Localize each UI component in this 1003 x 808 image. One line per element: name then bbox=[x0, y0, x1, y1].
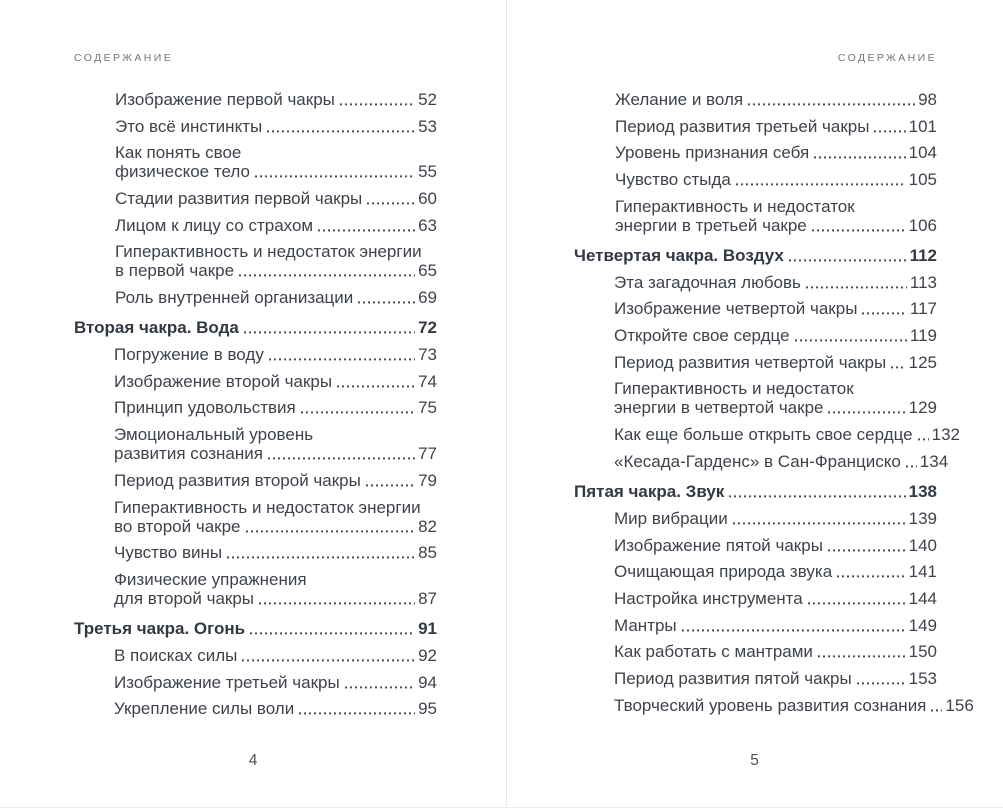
toc-entry-title: Пятая чакра. Звук bbox=[574, 482, 725, 502]
toc-entry-line: Гиперактивность и недостаток энергии bbox=[115, 242, 422, 262]
toc-entry-row bbox=[114, 471, 437, 490]
dot-leader bbox=[357, 301, 415, 304]
toc-entry-title: Роль внутренней организации bbox=[115, 288, 354, 308]
toc-entry bbox=[114, 646, 437, 665]
toc-entry-page: 74 bbox=[418, 371, 437, 391]
toc-entry-page: 82 bbox=[418, 516, 437, 536]
toc-entry-row bbox=[115, 216, 437, 235]
toc-entry-title: Как еще больше открыть свое сердце bbox=[614, 425, 913, 445]
toc-entry-title: Очищающая природа звука bbox=[614, 562, 833, 582]
toc-entry-page: 53 bbox=[418, 116, 437, 136]
toc-entry-row bbox=[614, 669, 937, 688]
toc-entry bbox=[114, 471, 437, 490]
dot-leader bbox=[905, 465, 917, 468]
toc-entry-title: Изображение пятой чакры bbox=[614, 535, 823, 555]
dot-leader bbox=[805, 286, 907, 289]
toc-entry bbox=[114, 699, 437, 718]
toc-entry-page: 95 bbox=[418, 699, 437, 719]
toc-entry-row bbox=[614, 562, 937, 581]
dot-leader bbox=[735, 183, 906, 186]
toc-entry-page: 85 bbox=[418, 543, 437, 563]
toc-entry bbox=[614, 669, 937, 688]
toc-entry-page: 138 bbox=[908, 482, 937, 502]
toc-section-row bbox=[74, 318, 437, 337]
toc-entry-title: Эта загадочная любовь bbox=[614, 272, 801, 292]
dot-leader bbox=[300, 411, 415, 414]
toc-entry-page: 125 bbox=[908, 352, 937, 372]
toc-entry bbox=[615, 197, 937, 235]
dot-leader bbox=[917, 438, 929, 441]
toc-entry bbox=[614, 562, 937, 581]
toc-entry-title: Мантры bbox=[614, 615, 677, 635]
toc-entry-row bbox=[614, 642, 937, 661]
toc-entry-row bbox=[574, 246, 937, 265]
toc-entry-row bbox=[614, 398, 937, 417]
toc-entry bbox=[115, 242, 437, 280]
dot-leader bbox=[339, 103, 415, 106]
toc-entry-title: Стадии развития первой чакры bbox=[115, 189, 363, 209]
dot-leader bbox=[268, 358, 415, 361]
toc-sublist bbox=[614, 508, 974, 715]
toc-sublist bbox=[115, 90, 437, 307]
toc-entry-row bbox=[614, 451, 949, 471]
toc-entry-page: 55 bbox=[418, 162, 437, 182]
toc-entry-page: 91 bbox=[418, 619, 437, 639]
dot-leader bbox=[317, 229, 415, 232]
dot-leader bbox=[344, 686, 415, 689]
toc-entry bbox=[114, 543, 437, 562]
toc-entry-title: Чувство вины bbox=[114, 543, 223, 563]
toc-entry-row bbox=[114, 646, 437, 665]
toc-entry-page: 60 bbox=[418, 189, 437, 209]
toc-entry-row bbox=[614, 695, 974, 715]
toc-list-left bbox=[74, 90, 437, 718]
toc-sublist bbox=[614, 272, 960, 471]
toc-entry-line: Эмоциональный уровень bbox=[114, 425, 314, 445]
toc-entry-row bbox=[114, 699, 437, 718]
toc-block bbox=[574, 90, 937, 235]
toc-entry-page: 132 bbox=[931, 425, 960, 445]
toc-block bbox=[574, 482, 974, 715]
toc-entry-title: Период развития третьей чакры bbox=[615, 116, 870, 136]
toc-entry-page: 72 bbox=[418, 318, 437, 338]
toc-entry-page: 79 bbox=[418, 470, 437, 490]
toc-entry-row bbox=[114, 673, 437, 692]
toc-entry-line: Гиперактивность и недостаток энергии bbox=[114, 497, 421, 517]
toc-entry-row bbox=[614, 425, 960, 445]
toc-entry-page: 113 bbox=[909, 272, 937, 292]
toc-entry bbox=[115, 117, 437, 136]
toc-entry-row bbox=[614, 536, 937, 555]
dot-leader bbox=[266, 130, 415, 133]
dot-leader bbox=[681, 629, 906, 632]
toc-entry-page: 92 bbox=[418, 645, 437, 665]
dot-leader bbox=[267, 457, 415, 460]
toc-entry-row bbox=[115, 117, 437, 136]
toc-entry-title: Период развития пятой чакры bbox=[614, 668, 852, 688]
toc-entry-row bbox=[615, 143, 937, 162]
toc-entry bbox=[614, 589, 937, 608]
dot-leader bbox=[254, 175, 415, 178]
toc-entry-title: Чувство стыда bbox=[615, 170, 731, 190]
toc-entry bbox=[115, 216, 437, 235]
toc-entry-title: Изображение первой чакры bbox=[115, 90, 335, 109]
running-head-left: СОДЕРЖАНИЕ bbox=[74, 52, 174, 64]
dot-leader bbox=[366, 202, 415, 205]
dot-leader bbox=[813, 156, 905, 159]
toc-entry-row bbox=[115, 162, 437, 181]
toc-entry-row bbox=[114, 517, 437, 536]
toc-entry-page: 134 bbox=[919, 451, 949, 471]
dot-leader bbox=[827, 549, 906, 552]
toc-entry-title: для второй чакры bbox=[114, 588, 255, 608]
toc-entry-title: Лицом к лицу со страхом bbox=[115, 215, 314, 235]
toc-entry-title: В поисках силы bbox=[114, 645, 238, 665]
toc-entry-page: 101 bbox=[908, 116, 937, 136]
dot-leader bbox=[856, 682, 906, 685]
toc-entry-page: 141 bbox=[908, 562, 937, 582]
toc-entry-row bbox=[615, 117, 937, 136]
dot-leader bbox=[241, 659, 415, 662]
toc-entry-page: 69 bbox=[418, 288, 437, 308]
toc-entry bbox=[114, 673, 437, 692]
dot-leader bbox=[794, 339, 907, 342]
toc-entry-page: 153 bbox=[908, 668, 937, 688]
toc-entry bbox=[615, 90, 937, 109]
toc-entry-row bbox=[114, 589, 437, 608]
toc-entry-row bbox=[114, 345, 437, 364]
toc-entry bbox=[614, 425, 960, 445]
toc-entry-page: 117 bbox=[909, 299, 937, 319]
dot-leader bbox=[861, 312, 906, 315]
toc-entry bbox=[115, 143, 437, 181]
toc-entry-row bbox=[574, 482, 937, 501]
toc-entry-row bbox=[115, 90, 437, 109]
toc-entry-row bbox=[74, 619, 437, 638]
toc-entry-page: 149 bbox=[908, 615, 937, 635]
toc-entry-title: Изображение третьей чакры bbox=[114, 672, 340, 692]
page-number-right: 5 bbox=[750, 752, 759, 769]
dot-leader bbox=[836, 575, 905, 578]
dot-leader bbox=[365, 484, 415, 487]
toc-entry bbox=[614, 326, 937, 345]
toc-entry-page: 105 bbox=[908, 170, 937, 190]
toc-entry-row bbox=[115, 288, 437, 307]
toc-entry bbox=[114, 345, 437, 364]
toc-entry bbox=[614, 299, 937, 318]
toc-entry bbox=[614, 451, 949, 471]
toc-entry-row bbox=[74, 318, 437, 337]
toc-entry-page: 156 bbox=[945, 695, 974, 715]
toc-sublist bbox=[114, 345, 437, 608]
toc-list-right bbox=[574, 90, 974, 715]
toc-entry-title: Принцип удовольствия bbox=[114, 398, 296, 418]
toc-entry-title: развития сознания bbox=[114, 444, 263, 464]
dot-leader bbox=[249, 632, 415, 635]
toc-entry-title: Как работать с мантрами bbox=[614, 642, 813, 662]
toc-entry-page: 144 bbox=[908, 588, 937, 608]
toc-entry bbox=[114, 498, 437, 536]
dot-leader bbox=[930, 709, 942, 712]
toc-entry-title: Творческий уровень развития сознания bbox=[614, 695, 927, 715]
toc-entry-page: 140 bbox=[908, 535, 937, 555]
toc-entry-row bbox=[614, 353, 937, 372]
toc-entry-title: «Кесада-Гарденс» в Сан-Франциско bbox=[614, 451, 901, 471]
dot-leader bbox=[807, 602, 906, 605]
toc-entry-row bbox=[614, 273, 937, 292]
dot-leader bbox=[827, 411, 905, 414]
toc-entry-title: Укрепление силы воли bbox=[114, 699, 295, 719]
toc-entry-title: Период развития четвертой чакры bbox=[614, 352, 887, 372]
toc-block bbox=[574, 246, 960, 471]
toc-entry-row bbox=[614, 616, 937, 635]
toc-entry-page: 139 bbox=[908, 508, 937, 528]
toc-entry-title: Желание и воля bbox=[615, 90, 744, 109]
toc-entry bbox=[615, 170, 937, 189]
toc-entry-page: 104 bbox=[908, 143, 937, 163]
page-number-left: 4 bbox=[248, 752, 258, 769]
toc-entry-title: в первой чакре bbox=[115, 261, 235, 281]
toc-entry-page: 52 bbox=[418, 90, 437, 109]
toc-page-right bbox=[506, 0, 1003, 808]
toc-entry bbox=[615, 117, 937, 136]
toc-entry-title: энергии в четвертой чакре bbox=[614, 398, 824, 418]
toc-entry-page: 106 bbox=[908, 215, 937, 235]
toc-entry-row bbox=[615, 170, 937, 189]
toc-block bbox=[74, 90, 437, 307]
toc-entry-title: Четвертая чакра. Воздух bbox=[574, 246, 784, 266]
toc-entry bbox=[114, 570, 437, 608]
toc-block bbox=[74, 619, 437, 718]
toc-entry-row bbox=[115, 261, 437, 280]
toc-entry-row bbox=[114, 444, 437, 463]
toc-entry-title: Погружение в воду bbox=[114, 345, 264, 365]
toc-sublist bbox=[114, 646, 437, 718]
toc-entry bbox=[115, 288, 437, 307]
dot-leader bbox=[298, 712, 415, 715]
toc-entry-title: Третья чакра. Огонь bbox=[74, 619, 246, 639]
toc-entry-page: 112 bbox=[909, 246, 937, 266]
toc-entry bbox=[115, 90, 437, 109]
toc-entry-title: Уровень признания себя bbox=[615, 143, 810, 163]
toc-entry-row bbox=[615, 90, 937, 109]
dot-leader bbox=[245, 530, 416, 533]
toc-entry bbox=[114, 372, 437, 391]
toc-entry-line: Физические упражнения bbox=[114, 569, 307, 589]
toc-entry-page: 98 bbox=[918, 90, 937, 109]
toc-entry-title: Мир вибрации bbox=[614, 508, 728, 528]
toc-entry-row bbox=[615, 216, 937, 235]
toc-entry bbox=[614, 642, 937, 661]
toc-entry bbox=[114, 398, 437, 417]
toc-entry-page: 94 bbox=[418, 672, 437, 692]
dot-leader bbox=[732, 522, 906, 525]
dot-leader bbox=[873, 130, 905, 133]
dot-leader bbox=[336, 385, 415, 388]
toc-entry-page: 75 bbox=[418, 398, 437, 418]
toc-entry-row bbox=[114, 372, 437, 391]
toc-sublist bbox=[615, 90, 937, 235]
toc-entry-page: 129 bbox=[908, 398, 937, 418]
toc-entry-page: 150 bbox=[908, 642, 937, 662]
toc-entry-page: 63 bbox=[418, 215, 437, 235]
toc-entry bbox=[614, 379, 937, 417]
toc-entry-page: 87 bbox=[418, 588, 437, 608]
dot-leader bbox=[243, 331, 415, 334]
toc-entry-page: 119 bbox=[909, 326, 937, 346]
dot-leader bbox=[728, 495, 905, 498]
toc-entry-line: Гиперактивность и недостаток bbox=[614, 379, 854, 399]
toc-entry-line: Гиперактивность и недостаток bbox=[615, 196, 855, 216]
toc-entry bbox=[614, 509, 937, 528]
dot-leader bbox=[811, 229, 906, 232]
toc-entry-page: 65 bbox=[418, 261, 437, 281]
toc-entry bbox=[614, 695, 974, 715]
dot-leader bbox=[258, 602, 415, 605]
toc-entry-title: физическое тело bbox=[115, 162, 250, 182]
toc-entry-row bbox=[114, 543, 437, 562]
dot-leader bbox=[788, 259, 907, 262]
toc-entry-row bbox=[614, 589, 937, 608]
toc-entry-page: 77 bbox=[418, 444, 437, 464]
toc-entry-title: Изображение второй чакры bbox=[114, 371, 333, 391]
toc-entry-title: Откройте свое сердце bbox=[614, 326, 790, 346]
toc-section-row bbox=[574, 246, 937, 265]
dot-leader bbox=[238, 274, 415, 277]
toc-entry-row bbox=[614, 299, 937, 318]
toc-entry-row bbox=[614, 509, 937, 528]
toc-entry-title: Изображение четвертой чакры bbox=[614, 299, 858, 319]
toc-entry-row bbox=[614, 326, 937, 345]
toc-entry-line: Как понять свое bbox=[115, 143, 242, 163]
running-head-right: СОДЕРЖАНИЕ bbox=[837, 52, 937, 64]
toc-section-row bbox=[74, 619, 437, 638]
toc-entry-title: Настройка инструмента bbox=[614, 588, 803, 608]
toc-entry bbox=[114, 425, 437, 463]
toc-entry-row bbox=[114, 398, 437, 417]
toc-entry bbox=[614, 536, 937, 555]
toc-block bbox=[74, 318, 437, 608]
toc-entry bbox=[614, 616, 937, 635]
dot-leader bbox=[890, 366, 905, 369]
toc-section-row bbox=[574, 482, 937, 501]
toc-entry bbox=[115, 189, 437, 208]
toc-entry-title: во второй чакре bbox=[114, 516, 241, 536]
toc-entry bbox=[615, 143, 937, 162]
toc-entry-page: 73 bbox=[418, 345, 437, 365]
toc-entry-row bbox=[115, 189, 437, 208]
toc-entry bbox=[614, 273, 937, 292]
toc-entry-title: энергии в третьей чакре bbox=[615, 215, 807, 235]
toc-entry-title: Период развития второй чакры bbox=[114, 470, 361, 490]
dot-leader bbox=[817, 655, 906, 658]
dot-leader bbox=[226, 556, 415, 559]
toc-entry bbox=[614, 353, 937, 372]
dot-leader bbox=[747, 103, 915, 106]
toc-entry-title: Вторая чакра. Вода bbox=[74, 318, 239, 338]
toc-entry-title: Это всё инстинкты bbox=[115, 116, 263, 136]
